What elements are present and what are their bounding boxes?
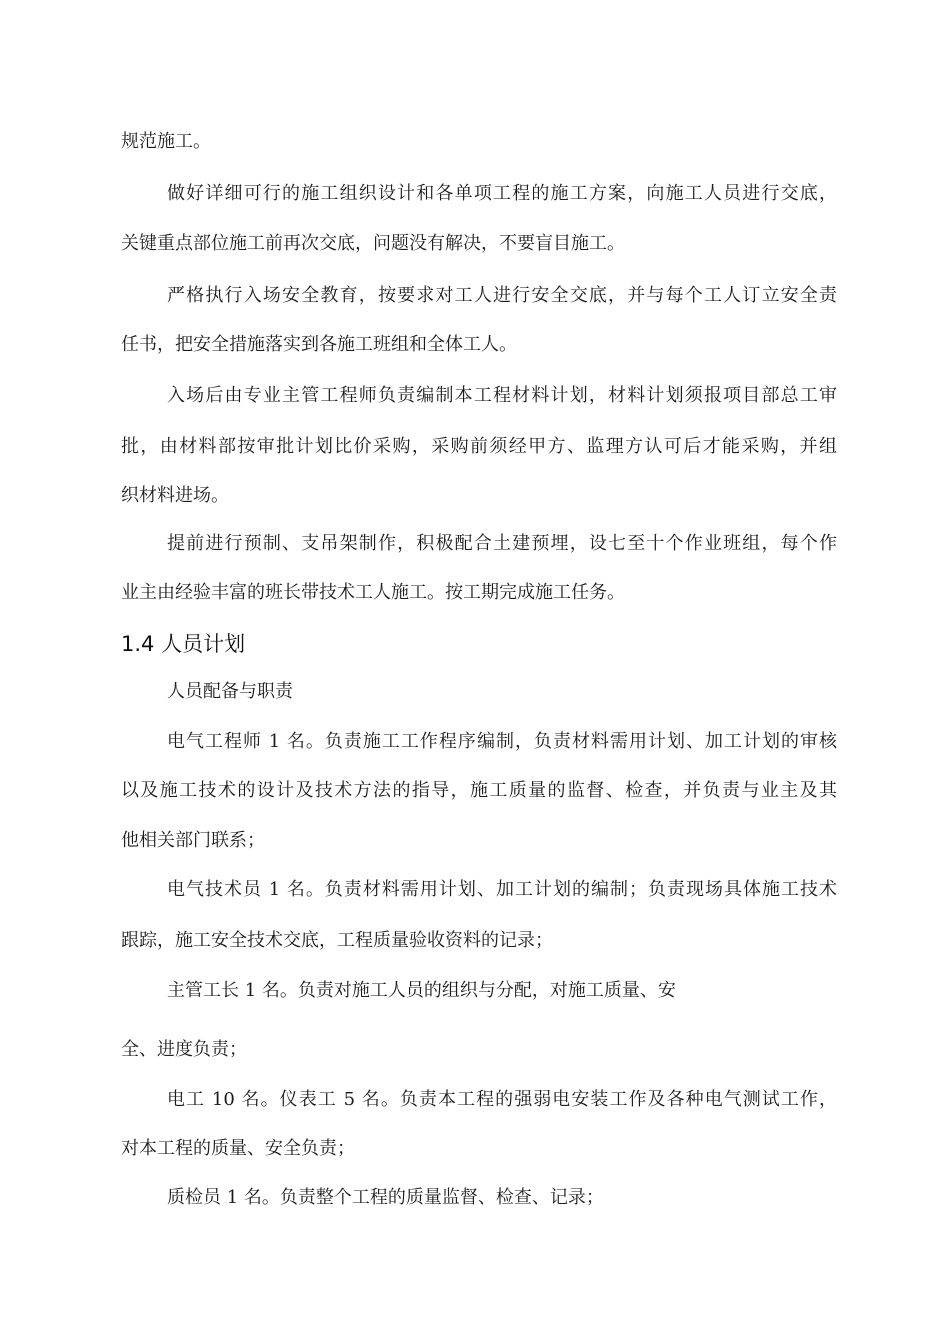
paragraph-line: 入场后由专业主管工程师负责编制本工程材料计划，材料计划须报项目部总工审: [167, 385, 837, 406]
paragraph-line: 跟踪，施工安全技术交底，工程质量验收资料的记录；: [121, 930, 553, 951]
paragraph-line: 电气工程师 1 名。负责施工工作程序编制，负责材料需用计划、加工计划的审核: [167, 731, 837, 752]
paragraph-line: 对本工程的质量、安全负责；: [121, 1138, 355, 1159]
paragraph-line: 关键重点部位施工前再次交底，问题没有解决，不要盲目施工。: [121, 233, 625, 254]
paragraph-line: 他相关部门联系；: [121, 830, 265, 851]
paragraph-line: 以及施工技术的设计及技术方法的指导，施工质量的监督、检查，并负责与业主及其: [121, 780, 837, 801]
paragraph-line: 批，由材料部按审批计划比价采购，采购前须经甲方、监理方认可后才能采购，并组: [121, 436, 837, 457]
paragraph-line: 提前进行预制、支吊架制作，积极配合土建预埋，设七至十个作业班组，每个作: [167, 533, 837, 554]
paragraph-line: 织材料进场。: [121, 485, 229, 506]
paragraph-line: 电气技术员 1 名。负责材料需用计划、加工计划的编制；负责现场具体施工技术: [167, 879, 837, 900]
paragraph-line: 做好详细可行的施工组织设计和各单项工程的施工方案，向施工人员进行交底，: [167, 183, 837, 204]
paragraph-line: 业主由经验丰富的班长带技术工人施工。按工期完成施工任务。: [121, 582, 625, 603]
paragraph-line: 人员配备与职责: [167, 681, 293, 702]
paragraph-line: 质检员 1 名。负责整个工程的质量监督、检查、记录；: [167, 1187, 604, 1208]
section-heading: 1.4 人员计划: [121, 632, 246, 656]
paragraph-line: 规范施工。: [121, 131, 211, 152]
paragraph-line: 全、进度负责；: [121, 1039, 247, 1060]
paragraph-line: 电工 10 名。仪表工 5 名。负责本工程的强弱电安装工作及各种电气测试工作，: [167, 1089, 837, 1110]
paragraph-line: 主管工长 1 名。负责对施工人员的组织与分配，对施工质量、安: [167, 980, 676, 1001]
paragraph-line: 任书，把安全措施落实到各施工班组和全体工人。: [121, 334, 517, 355]
paragraph-line: 严格执行入场安全教育，按要求对工人进行安全交底，并与每个工人订立安全责: [167, 285, 837, 306]
